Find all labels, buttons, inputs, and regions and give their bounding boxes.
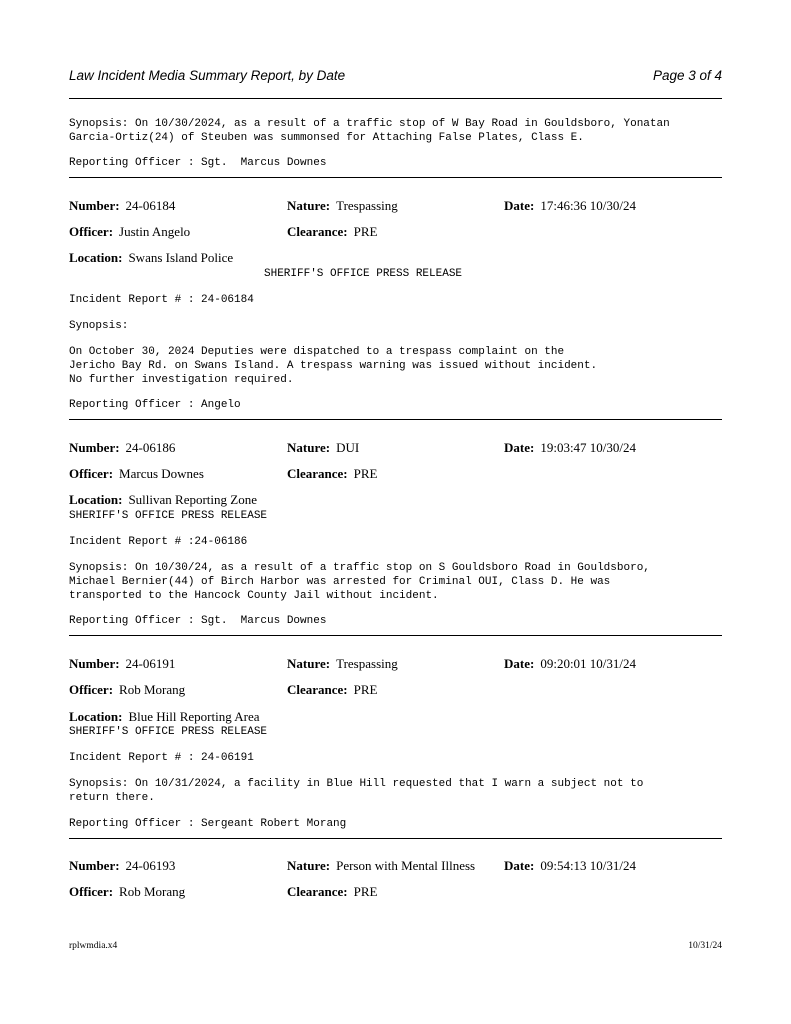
incident-officer-value: Marcus Downes — [119, 466, 204, 481]
incident-officer: Officer: Rob Morang — [69, 884, 186, 899]
incident-number: Number: 24-06184 — [69, 198, 176, 213]
incident-location: Location: Sullivan Reporting Zone — [69, 492, 257, 507]
incident-nature: Nature: Trespassing — [287, 198, 398, 213]
incident-officer: Officer: Marcus Downes — [69, 466, 204, 481]
incident-nature-value: Trespassing — [336, 656, 398, 671]
press-release-heading: SHERIFF'S OFFICE PRESS RELEASE — [69, 510, 268, 522]
synopsis-line: Synopsis: On 10/31/2024, a facility in Blue Hill requested that I warn a subject not to — [69, 778, 644, 790]
carryover-synopsis-line-1: Synopsis: On 10/30/2024, as a result of a traffic stop of W Bay Road in Gouldsboro, Yonatan — [69, 118, 670, 130]
incident-date-value: 09:54:13 10/31/24 — [540, 858, 637, 873]
incident-report-number: Incident Report # :24-06186 — [69, 536, 248, 548]
incident-officer-value: Justin Angelo — [119, 224, 191, 239]
press-release-heading: SHERIFF'S OFFICE PRESS RELEASE — [69, 726, 268, 738]
synopsis-line: transported to the Hancock County Jail without incident. — [69, 590, 439, 602]
incident-location: Location: Blue Hill Reporting Area — [69, 709, 260, 724]
incident-nature: Nature: Person with Mental Illness — [287, 858, 476, 873]
header-rule — [69, 98, 722, 99]
incident-clearance: Clearance: PRE — [287, 682, 378, 697]
reporting-officer: Reporting Officer : Angelo — [69, 399, 241, 411]
incident-date-value: 19:03:47 10/30/24 — [540, 440, 637, 455]
footer-print-date: 10/31/24 — [688, 941, 722, 951]
divider-rule — [69, 177, 722, 178]
incident-clearance-value: PRE — [353, 682, 378, 697]
synopsis-heading: Synopsis: — [69, 320, 129, 332]
incident-date: Date: 17:46:36 10/30/24 — [504, 198, 637, 213]
incident-clearance-value: PRE — [353, 466, 378, 481]
incident-number-value: 24-06193 — [125, 858, 176, 873]
reporting-officer: Reporting Officer : Sgt. Marcus Downes — [69, 615, 327, 627]
incident-date-value: 17:46:36 10/30/24 — [540, 198, 637, 213]
incident-number: Number: 24-06191 — [69, 656, 176, 671]
incident-location-value: Blue Hill Reporting Area — [128, 709, 260, 724]
divider-rule — [69, 419, 722, 420]
incident-number: Number: 24-06186 — [69, 440, 176, 455]
incident-officer: Officer: Justin Angelo — [69, 224, 191, 239]
incident-location: Location: Swans Island Police — [69, 250, 234, 265]
synopsis-line: Jericho Bay Rd. on Swans Island. A trespass warning was issued without incident. — [69, 360, 598, 372]
incident-nature-value: Person with Mental Illness — [336, 858, 476, 873]
incident-clearance: Clearance: PRE — [287, 224, 378, 239]
incident-date: Date: 19:03:47 10/30/24 — [504, 440, 637, 455]
carryover-reporting-officer: Reporting Officer : Sgt. Marcus Downes — [69, 157, 327, 169]
incident-officer-value: Rob Morang — [119, 682, 186, 697]
incident-number-value: 24-06186 — [125, 440, 176, 455]
synopsis-line: return there. — [69, 792, 155, 804]
divider-rule — [69, 635, 722, 636]
incident-number: Number: 24-06193 — [69, 858, 176, 873]
incident-date: Date: 09:54:13 10/31/24 — [504, 858, 637, 873]
incident-clearance-value: PRE — [353, 884, 378, 899]
page-indicator: Page 3 of 4 — [652, 68, 722, 83]
synopsis-line: No further investigation required. — [69, 374, 294, 386]
incident-number-value: 24-06191 — [125, 656, 176, 671]
incident-clearance: Clearance: PRE — [287, 466, 378, 481]
synopsis-line: On October 30, 2024 Deputies were dispatched to a trespass complaint on the — [69, 346, 565, 358]
incident-date-value: 09:20:01 10/31/24 — [540, 656, 637, 671]
incident-nature: Nature: DUI — [287, 440, 360, 455]
incident-clearance-value: PRE — [353, 224, 378, 239]
incident-nature-value: DUI — [336, 440, 360, 455]
incident-officer: Officer: Rob Morang — [69, 682, 186, 697]
incident-officer-value: Rob Morang — [119, 884, 186, 899]
footer-report-id: rplwmdia.x4 — [69, 941, 118, 951]
incident-number-value: 24-06184 — [125, 198, 176, 213]
incident-nature-value: Trespassing — [336, 198, 398, 213]
incident-location-value: Swans Island Police — [128, 250, 234, 265]
divider-rule — [69, 838, 722, 839]
incident-report-number: Incident Report # : 24-06191 — [69, 752, 254, 764]
incident-date: Date: 09:20:01 10/31/24 — [504, 656, 637, 671]
carryover-synopsis-line-2: Garcia-Ortiz(24) of Steuben was summonsed for Attaching False Plates, Class E. — [69, 132, 584, 144]
press-release-heading: SHERIFF'S OFFICE PRESS RELEASE — [264, 268, 463, 280]
synopsis-line: Synopsis: On 10/30/24, as a result of a traffic stop on S Gouldsboro Road in Gouldsboro, — [69, 562, 650, 574]
reporting-officer: Reporting Officer : Sergeant Robert Morang — [69, 818, 347, 830]
report-title: Law Incident Media Summary Report, by Date — [69, 68, 346, 83]
incident-nature: Nature: Trespassing — [287, 656, 398, 671]
incident-clearance: Clearance: PRE — [287, 884, 378, 899]
incident-report-number: Incident Report # : 24-06184 — [69, 294, 254, 306]
incident-location-value: Sullivan Reporting Zone — [128, 492, 257, 507]
synopsis-line: Michael Bernier(44) of Birch Harbor was arrested for Criminal OUI, Class D. He was — [69, 576, 611, 588]
